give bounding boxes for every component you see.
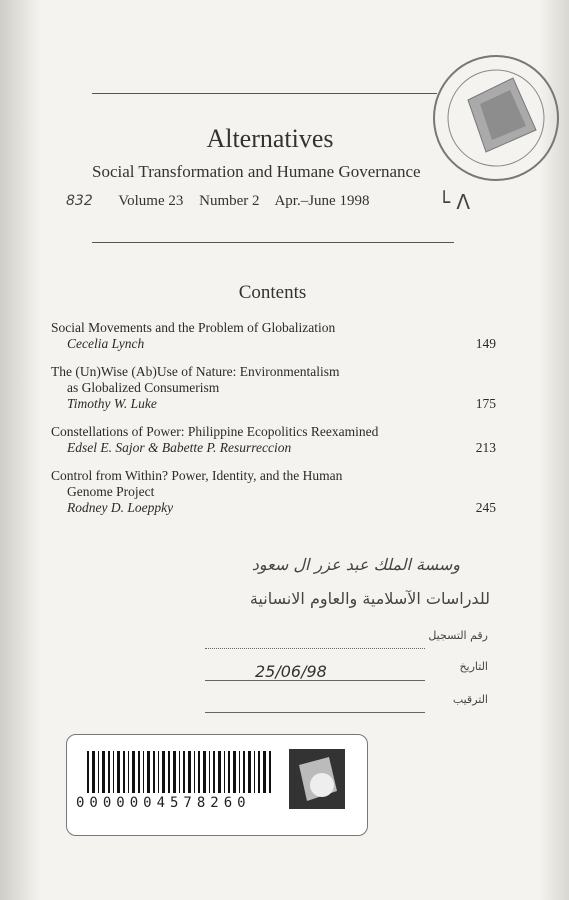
issue-date: Apr.–June 1998 (274, 193, 370, 209)
toc-author: Edsel E. Sajor & Babette P. Resurreccion (67, 440, 292, 455)
toc-author-row (51, 396, 496, 412)
toc-page: 245 (475, 500, 496, 515)
barcode-digits: 0000004578260 (76, 795, 251, 811)
toc-entry (51, 320, 496, 352)
journal-title: Alternatives (206, 124, 334, 153)
toc-page: 149 (475, 336, 496, 351)
barcode-label (66, 734, 368, 836)
number: Number 2 (199, 193, 260, 209)
toc-author: Cecelia Lynch (67, 336, 145, 351)
toc-title: Constellations of Power: Philippine Ecopolitics Reexamined (51, 424, 379, 439)
stamp-date-value: 25/06/98 (255, 662, 327, 681)
barcode (67, 735, 367, 835)
toc-author-row (51, 336, 496, 352)
library-accession-stamp (180, 555, 500, 715)
bottom-rule (92, 242, 454, 243)
stamp-institution-line: وسسة الملك عبد عزر ال سعود (251, 555, 460, 574)
toc-title-continuation: Genome Project (67, 484, 155, 499)
toc-page: 213 (475, 440, 496, 455)
stamp-dotted-line (205, 712, 425, 713)
toc-title: Control from Within? Power, Identity, and the Human (51, 468, 343, 483)
toc-author: Timothy W. Luke (67, 396, 157, 411)
toc-title: Social Movements and the Problem of Globalization (51, 320, 336, 335)
stamp-dotted-line (205, 648, 425, 649)
stamp-registration-label: رقم التسجيل (428, 629, 488, 642)
handwritten-mark: └ Λ (438, 190, 471, 214)
issue-line (66, 193, 381, 210)
table-of-contents (51, 320, 496, 528)
toc-entry (51, 468, 496, 516)
stamp-institution-line: للدراسات الآسلامية والعاوم الانسانية (249, 589, 490, 608)
toc-page: 175 (475, 396, 496, 411)
stamp-classification-label: الترقيب (452, 693, 488, 706)
handwritten-number: 832 (66, 193, 93, 209)
contents-heading: Contents (238, 282, 307, 303)
toc-author-row (51, 440, 496, 456)
library-seal (418, 40, 568, 200)
journal-subtitle: Social Transformation and Humane Governance (92, 162, 421, 181)
toc-author-row (51, 500, 496, 516)
toc-title: The (Un)Wise (Ab)Use of Nature: Environmentalism (51, 364, 340, 379)
stamp-date-label: التاريخ (459, 660, 488, 673)
toc-author: Rodney D. Loeppky (67, 500, 174, 515)
top-rule (92, 93, 437, 94)
toc-title-continuation: as Globalized Consumerism (67, 380, 220, 395)
toc-entry (51, 364, 496, 412)
toc-entry (51, 424, 496, 456)
volume: Volume 23 (118, 193, 184, 209)
